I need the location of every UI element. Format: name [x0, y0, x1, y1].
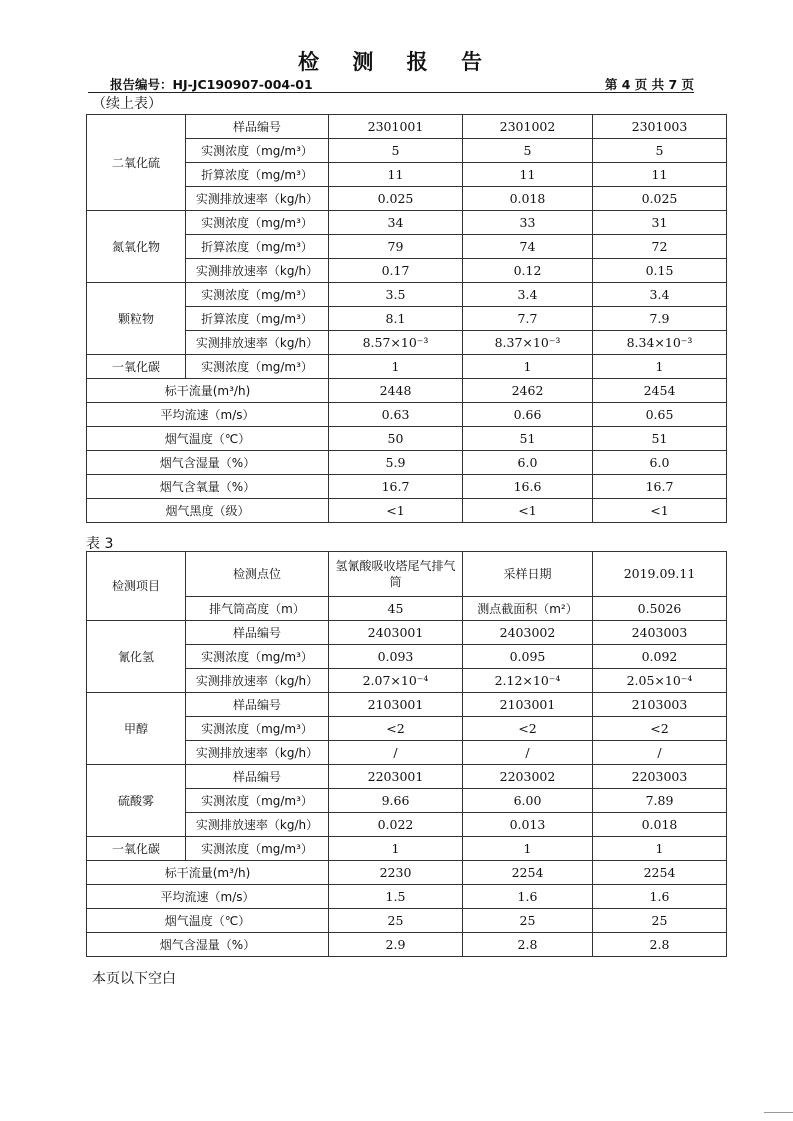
table-cell: 2.8 [593, 933, 727, 957]
table-cell: 51 [463, 427, 593, 451]
table-cell: <1 [463, 499, 593, 523]
table-cell: 2254 [593, 861, 727, 885]
table-row [87, 451, 727, 475]
table-cell: 氮氧化物 [87, 211, 186, 283]
table-cell: 2019.09.11 [593, 552, 727, 597]
table-cell: 0.12 [463, 259, 593, 283]
table-cell: 16.7 [329, 475, 463, 499]
table-cell: 实测浓度（mg/m³） [186, 283, 329, 307]
table-cell: 0.17 [329, 259, 463, 283]
table-row [87, 427, 727, 451]
table-cell: 平均流速（m/s） [87, 403, 329, 427]
table-cell: / [329, 741, 463, 765]
table-cell: / [593, 741, 727, 765]
table-row [87, 621, 727, 645]
table-cell: 2403002 [463, 621, 593, 645]
table-cell: 实测排放速率（kg/h） [186, 259, 329, 283]
table-cell: 二氧化硫 [87, 115, 186, 211]
table-cell: 2403001 [329, 621, 463, 645]
report-header [88, 74, 694, 93]
table-cell: 25 [463, 909, 593, 933]
table-cell: 烟气温度（℃） [87, 909, 329, 933]
table-cell: 25 [329, 909, 463, 933]
table-cell: 5 [593, 139, 727, 163]
table-cell: 11 [329, 163, 463, 187]
table-cell: 实测浓度（mg/m³） [186, 789, 329, 813]
blank-below-note: 本页以下空白 [92, 971, 176, 987]
table-cell: 7.89 [593, 789, 727, 813]
table-cell: 实测浓度（mg/m³） [186, 355, 329, 379]
table-cell: 氰化氢 [87, 621, 186, 693]
table-cell: 1 [593, 355, 727, 379]
table-cell: 9.66 [329, 789, 463, 813]
table-cell: 6.0 [463, 451, 593, 475]
table-cell: 0.093 [329, 645, 463, 669]
continued-label: （续上表） [92, 96, 162, 112]
table-cell: 实测排放速率（kg/h） [186, 741, 329, 765]
table-row [87, 283, 727, 307]
table-row [87, 909, 727, 933]
table-cell: 0.095 [463, 645, 593, 669]
report-number: 报告编号：HJ-JC190907-004-01 [110, 77, 313, 92]
table-cell: 5 [463, 139, 593, 163]
table-cell: 检测项目 [87, 552, 186, 621]
table-cell: 0.022 [329, 813, 463, 837]
table-cell: 烟气温度（℃） [87, 427, 329, 451]
report-title: 检 测 报 告 [298, 50, 495, 74]
table-cell: 0.65 [593, 403, 727, 427]
table-cell: <1 [593, 499, 727, 523]
table-cell: 样品编号 [186, 115, 329, 139]
table-row [87, 765, 727, 789]
table-row [87, 379, 727, 403]
table-cell: 实测排放速率（kg/h） [186, 669, 329, 693]
table-cell: 7.9 [593, 307, 727, 331]
table-cell: 0.018 [593, 813, 727, 837]
table-cell: 2203003 [593, 765, 727, 789]
table-cell: 一氧化碳 [87, 355, 186, 379]
table-row [87, 933, 727, 957]
table-cell: 标干流量(m³/h) [87, 379, 329, 403]
table-cell: 74 [463, 235, 593, 259]
table-cell: 0.15 [593, 259, 727, 283]
table-cell: 0.092 [593, 645, 727, 669]
table-cell: 实测排放速率（kg/h） [186, 813, 329, 837]
table-cell: 折算浓度（mg/m³） [186, 235, 329, 259]
table-cell: 平均流速（m/s） [87, 885, 329, 909]
table-cell: 2203001 [329, 765, 463, 789]
page-info: 第 4 页 共 7 页 [604, 77, 694, 92]
table-cell: 3.5 [329, 283, 463, 307]
table-cell: 实测浓度（mg/m³） [186, 645, 329, 669]
table-cell: 2462 [463, 379, 593, 403]
table-cell: 51 [593, 427, 727, 451]
table-cell: <1 [329, 499, 463, 523]
table-cell: 8.37×10⁻³ [463, 331, 593, 355]
table-3-emissions [86, 551, 727, 957]
table-cell: 33 [463, 211, 593, 235]
table-row [87, 837, 727, 861]
table-cell: 2.8 [463, 933, 593, 957]
table-cell: 50 [329, 427, 463, 451]
table-cell: 2301001 [329, 115, 463, 139]
table-cell: 2301003 [593, 115, 727, 139]
table-row [87, 499, 727, 523]
table-cell: 实测浓度（mg/m³） [186, 139, 329, 163]
table-cell: 0.018 [463, 187, 593, 211]
table-cell: 1.6 [463, 885, 593, 909]
table-cell: <2 [329, 717, 463, 741]
table-cell: 1 [463, 355, 593, 379]
scan-edge-line [764, 1112, 793, 1113]
table-cell: 2103001 [463, 693, 593, 717]
table-cell: 样品编号 [186, 621, 329, 645]
table-cell: 1.5 [329, 885, 463, 909]
table-cell: 测点截面积（m²） [463, 597, 593, 621]
table-cell: 实测浓度（mg/m³） [186, 211, 329, 235]
table-cell: 2.05×10⁻⁴ [593, 669, 727, 693]
table-row [87, 115, 727, 139]
table-cell: 一氧化碳 [87, 837, 186, 861]
table-cell: 折算浓度（mg/m³） [186, 307, 329, 331]
table-row [87, 693, 727, 717]
table-cell: 45 [329, 597, 463, 621]
table-cell: 烟气含氧量（%） [87, 475, 329, 499]
table-cell: 16.6 [463, 475, 593, 499]
table-cell: 实测浓度（mg/m³） [186, 837, 329, 861]
table-cell: 3.4 [593, 283, 727, 307]
table-row [87, 355, 727, 379]
table-row [87, 475, 727, 499]
table-cell: 2301002 [463, 115, 593, 139]
table-cell: 31 [593, 211, 727, 235]
table-3-label: 表 3 [86, 536, 114, 552]
table-cell: 3.4 [463, 283, 593, 307]
table-cell: 颗粒物 [87, 283, 186, 355]
table-cell: 甲醇 [87, 693, 186, 765]
table-cell: 0.63 [329, 403, 463, 427]
table-cell: <2 [593, 717, 727, 741]
table-cell: 实测浓度（mg/m³） [186, 717, 329, 741]
table-cell: 8.34×10⁻³ [593, 331, 727, 355]
table-row [87, 403, 727, 427]
table-cell: 2230 [329, 861, 463, 885]
table-row [87, 552, 727, 597]
table-1-emissions [86, 114, 727, 523]
table-cell: / [463, 741, 593, 765]
table-cell: 1 [329, 355, 463, 379]
table-cell: 11 [463, 163, 593, 187]
table-cell: 烟气含湿量（%） [87, 933, 329, 957]
table-cell: 烟气含湿量（%） [87, 451, 329, 475]
table-cell: 1 [463, 837, 593, 861]
table-cell: 折算浓度（mg/m³） [186, 163, 329, 187]
table-cell: 实测排放速率（kg/h） [186, 187, 329, 211]
table-cell: 2.07×10⁻⁴ [329, 669, 463, 693]
table-cell: 11 [593, 163, 727, 187]
table-cell: 0.013 [463, 813, 593, 837]
table-cell: 6.0 [593, 451, 727, 475]
table-cell: 0.5026 [593, 597, 727, 621]
table-cell: 5.9 [329, 451, 463, 475]
table-cell: 1 [593, 837, 727, 861]
table-cell: 氢氰酸吸收塔尾气排气筒 [329, 552, 463, 597]
table-cell: 2.12×10⁻⁴ [463, 669, 593, 693]
table-cell: 样品编号 [186, 765, 329, 789]
table-cell: 7.7 [463, 307, 593, 331]
table-cell: 25 [593, 909, 727, 933]
table-cell: 0.025 [329, 187, 463, 211]
table-cell: 2103003 [593, 693, 727, 717]
table-cell: 标干流量(m³/h) [87, 861, 329, 885]
table-cell: 2203002 [463, 765, 593, 789]
table-row [87, 861, 727, 885]
table-cell: <2 [463, 717, 593, 741]
table-cell: 采样日期 [463, 552, 593, 597]
table-cell: 样品编号 [186, 693, 329, 717]
table-cell: 0.025 [593, 187, 727, 211]
table-cell: 72 [593, 235, 727, 259]
table-cell: 硫酸雾 [87, 765, 186, 837]
table-cell: 烟气黑度（级） [87, 499, 329, 523]
table-cell: 5 [329, 139, 463, 163]
table-cell: 2.9 [329, 933, 463, 957]
table-cell: 8.57×10⁻³ [329, 331, 463, 355]
table-cell: 排气筒高度（m） [186, 597, 329, 621]
table-cell: 16.7 [593, 475, 727, 499]
table-cell: 79 [329, 235, 463, 259]
table-cell: 34 [329, 211, 463, 235]
table-cell: 检测点位 [186, 552, 329, 597]
table-cell: 0.66 [463, 403, 593, 427]
table-row [87, 885, 727, 909]
table-cell: 2403003 [593, 621, 727, 645]
table-cell: 2103001 [329, 693, 463, 717]
table-cell: 2254 [463, 861, 593, 885]
table-cell: 2448 [329, 379, 463, 403]
table-cell: 6.00 [463, 789, 593, 813]
table-cell: 8.1 [329, 307, 463, 331]
table-cell: 实测排放速率（kg/h） [186, 331, 329, 355]
table-cell: 1 [329, 837, 463, 861]
table-cell: 1.6 [593, 885, 727, 909]
table-row [87, 211, 727, 235]
table-cell: 2454 [593, 379, 727, 403]
